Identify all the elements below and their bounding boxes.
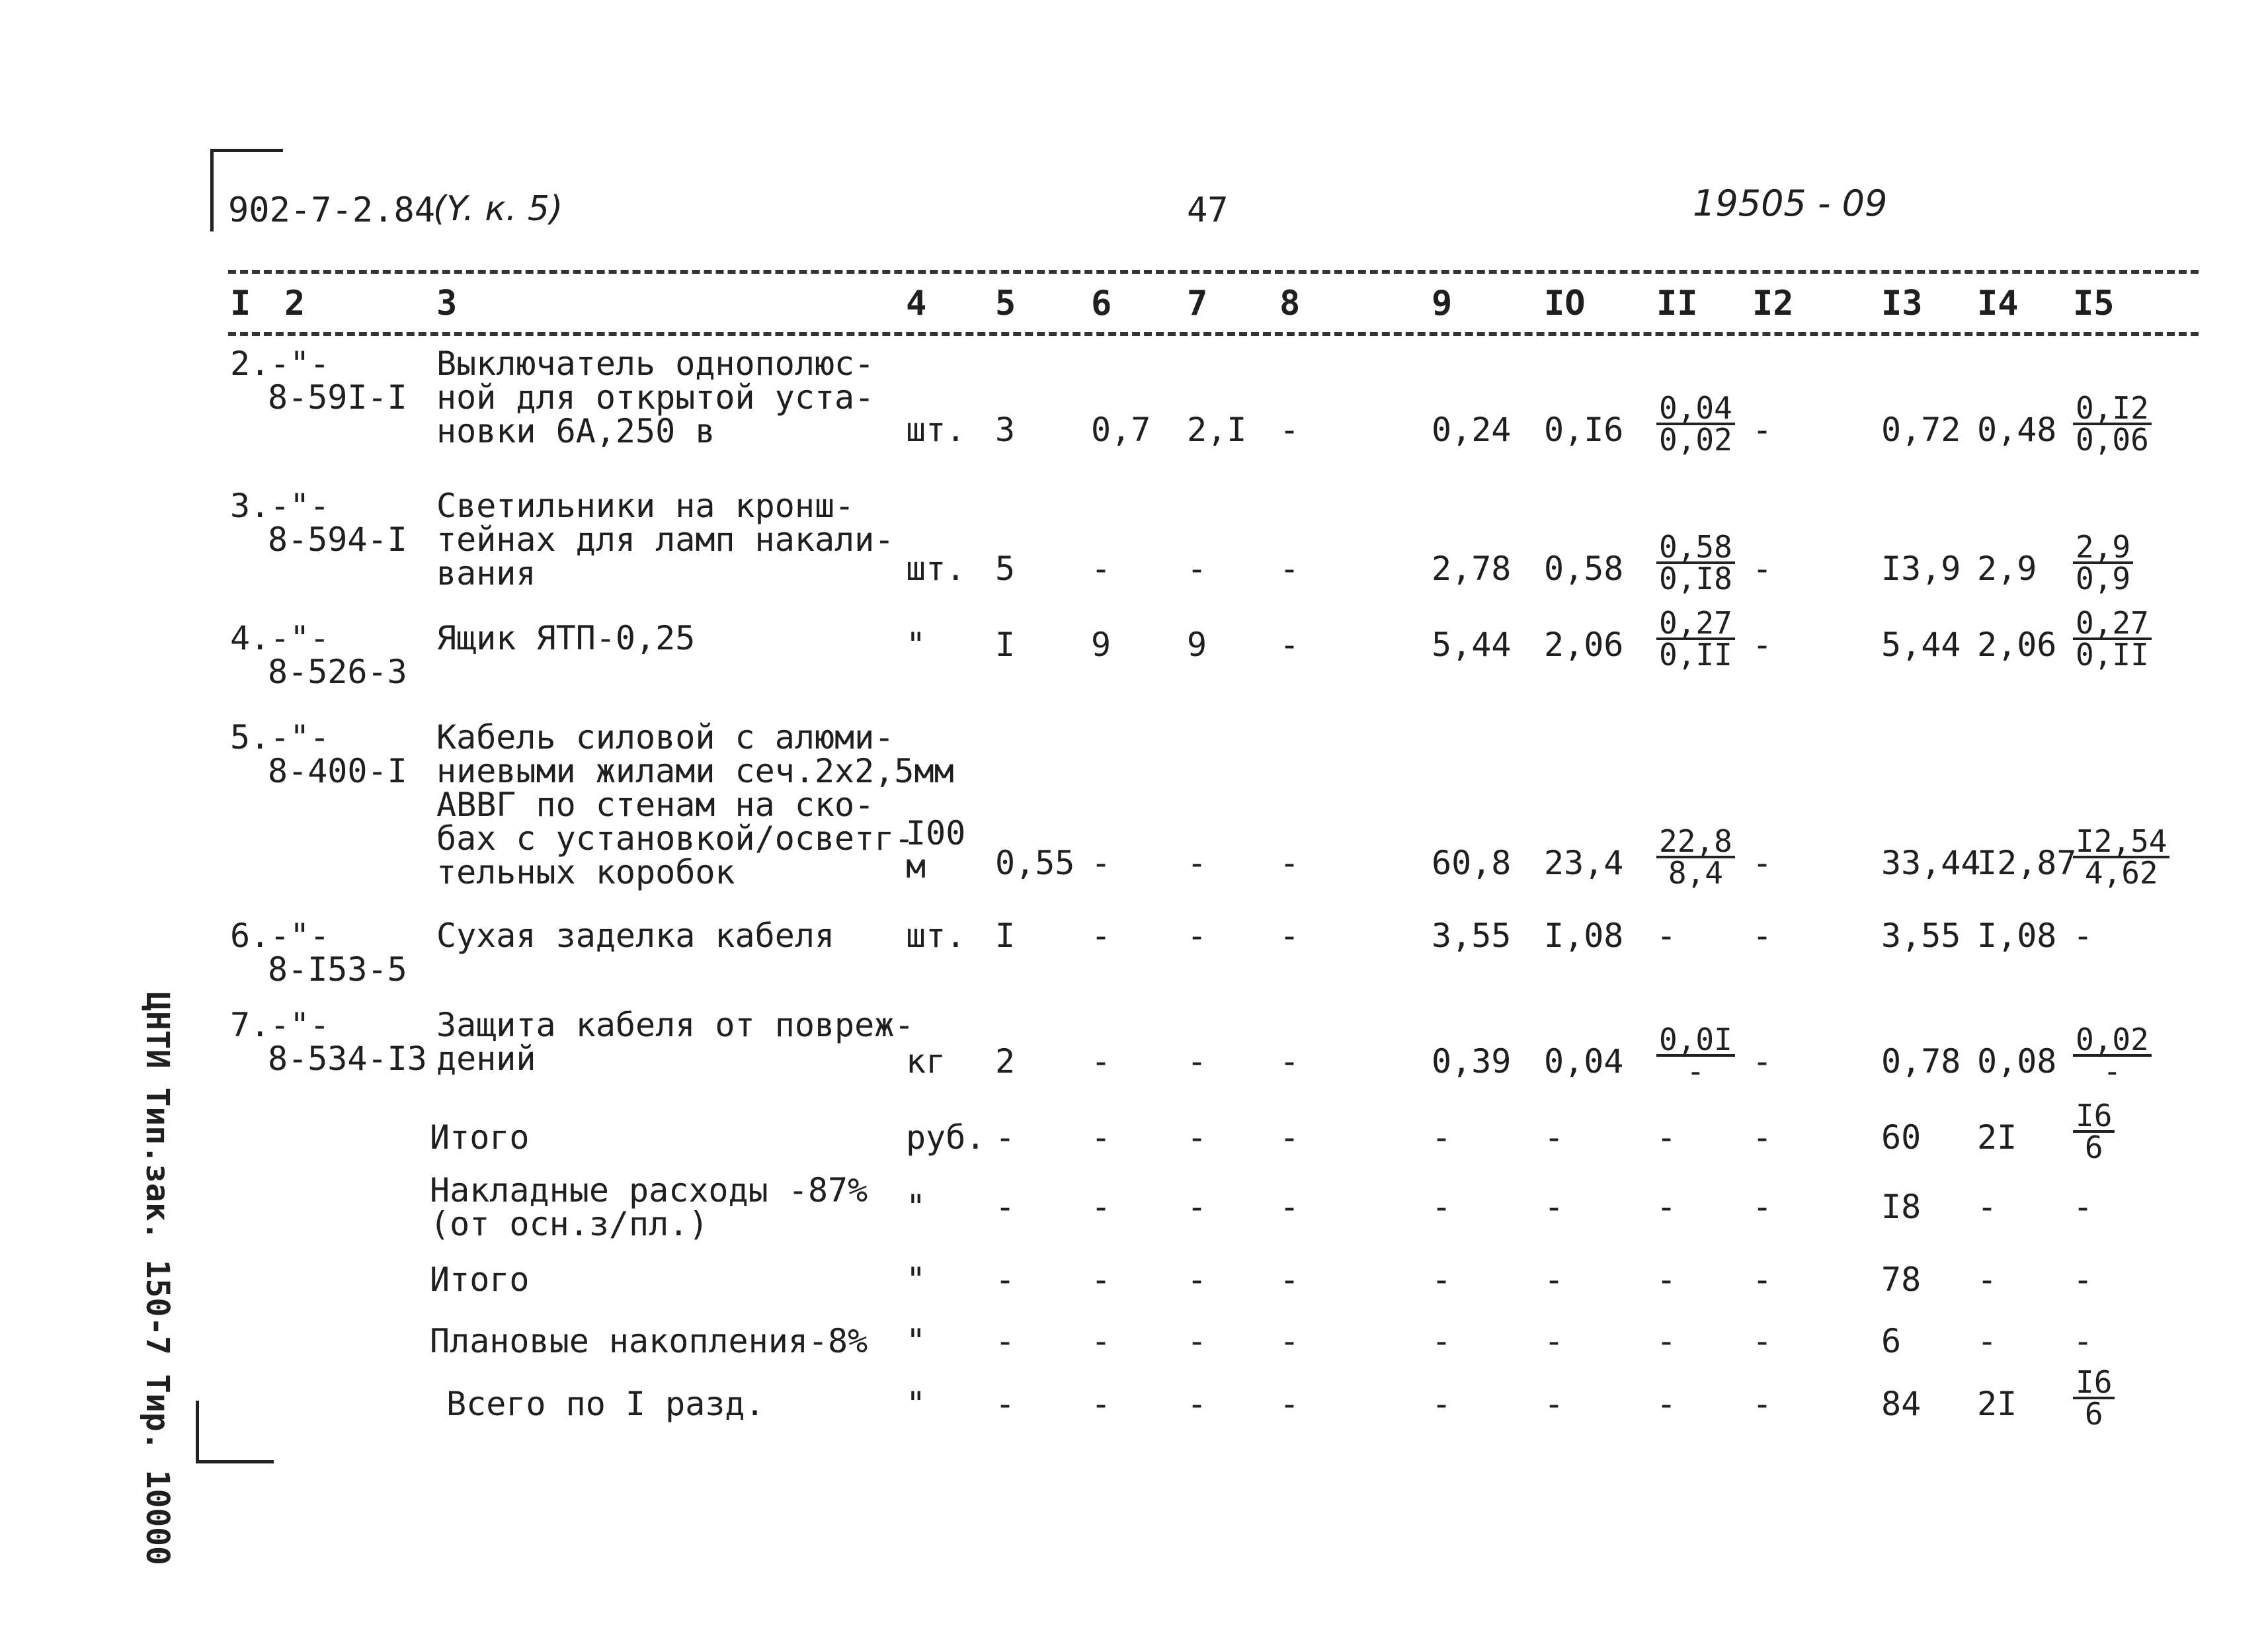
row-code: 8-534-I3 — [268, 1040, 427, 1078]
cell-c7: 2,I — [1187, 411, 1247, 449]
row-unit: I00 — [906, 814, 966, 852]
cell-c11: - — [1656, 917, 1677, 955]
cell-c8: - — [1279, 1042, 1300, 1081]
total-dash: - — [1544, 1188, 1564, 1226]
total-c14: - — [1977, 1260, 1998, 1299]
cell-c15-denominator: 0,06 — [2076, 422, 2149, 458]
total-dash: - — [995, 1260, 1016, 1299]
cell-c12: - — [1752, 917, 1773, 955]
row-code: 8-526-3 — [268, 653, 407, 691]
cell-c8: - — [1279, 626, 1300, 664]
row-description-line: ной для открытой уста- — [436, 378, 875, 417]
cell-c15-denominator: 0,9 — [2076, 561, 2131, 596]
cell-c15: - — [2073, 917, 2093, 955]
cell-c9: 5,44 — [1432, 626, 1512, 664]
total-label: Итого — [430, 1118, 530, 1157]
total-label: Итого — [430, 1260, 530, 1299]
cell-c9: 60,8 — [1432, 844, 1512, 882]
column-header-6: 6 — [1091, 284, 1112, 323]
cell-c11-denominator: 0,02 — [1659, 422, 1732, 458]
cell-c11-numerator: 0,27 — [1656, 608, 1735, 640]
cell-c15-numerator: I2,54 — [2073, 827, 2169, 858]
cell-c13: 3,55 — [1881, 917, 1961, 955]
row-code: 8-I53-5 — [268, 950, 407, 989]
cell-c11-denominator: - — [1686, 1053, 1705, 1089]
total-dash: - — [1091, 1188, 1112, 1226]
cell-c6: - — [1091, 550, 1112, 588]
cell-c7: - — [1187, 917, 1207, 955]
row-unit-line2: м — [906, 847, 926, 885]
total-dash: - — [1432, 1118, 1452, 1157]
column-header-2: 2 — [284, 284, 305, 323]
row-description-line: Ящик ЯТП-0,25 — [436, 619, 696, 657]
cell-c15-denominator: 0,II — [2076, 637, 2149, 673]
column-header-12: I2 — [1752, 284, 1794, 323]
cell-c10: 0,58 — [1544, 550, 1624, 588]
total-dash: - — [1279, 1322, 1300, 1360]
total-dash: - — [1752, 1385, 1773, 1423]
total-dash: - — [1279, 1188, 1300, 1226]
total-dash: - — [1656, 1385, 1677, 1423]
row-description-line: АВВГ по стенам на ско- — [436, 786, 875, 824]
total-c15-numerator: I6 — [2073, 1368, 2115, 1399]
total-c14: 2I — [1977, 1385, 2017, 1423]
total-dash: - — [1187, 1118, 1207, 1157]
cell-c5: 0,55 — [995, 844, 1075, 882]
total-dash: - — [1187, 1260, 1207, 1299]
cell-c14: I,08 — [1977, 917, 2057, 955]
cell-c11-numerator: 0,0I — [1656, 1025, 1735, 1057]
total-dash: - — [1279, 1385, 1300, 1423]
column-header-5: 5 — [995, 284, 1016, 323]
total-dash: - — [1656, 1322, 1677, 1360]
cell-c9: 3,55 — [1432, 917, 1512, 955]
total-dash: - — [1544, 1322, 1564, 1360]
corner-mark-bottom-left-vertical — [196, 1401, 199, 1463]
cell-c10: 0,04 — [1544, 1042, 1624, 1081]
cell-c14: 2,06 — [1977, 626, 2057, 664]
cell-c9: 2,78 — [1432, 550, 1512, 588]
cell-c8: - — [1279, 917, 1300, 955]
cell-c15-denominator: - — [2103, 1053, 2122, 1089]
total-unit: " — [906, 1322, 926, 1360]
cell-c13: I3,9 — [1881, 550, 1961, 588]
table-header-rule — [228, 332, 2199, 336]
cell-c9: 0,24 — [1432, 411, 1512, 449]
cell-c12: - — [1752, 550, 1773, 588]
row-number: 7.-"- — [230, 1006, 330, 1044]
total-c15-denominator: 6 — [2084, 1396, 2103, 1432]
row-description-line: Кабель силовой с алюми- — [436, 718, 895, 757]
row-code: 8-400-I — [268, 752, 407, 790]
total-dash: - — [1544, 1385, 1564, 1423]
row-unit: шт. — [906, 411, 966, 449]
row-description-line: Защита кабеля от повреж- — [436, 1006, 914, 1044]
cell-c11-numerator: 22,8 — [1656, 827, 1735, 858]
row-number: 4.-"- — [230, 619, 330, 657]
cell-c15-numerator: 0,02 — [2073, 1025, 2152, 1057]
side-print-info: ЦНТИ Тип.зак. 150-7 Тир. 10000 — [139, 992, 176, 1565]
cell-c15-denominator: 4,62 — [2084, 855, 2158, 891]
corner-mark-top-left-vertical — [210, 149, 214, 231]
total-c15: - — [2073, 1322, 2093, 1360]
row-description-line: бах с установкой/осветг- — [436, 819, 914, 858]
column-header-14: I4 — [1977, 284, 2019, 323]
cell-c6: 9 — [1091, 626, 1112, 664]
cell-c11-denominator: 0,I8 — [1659, 561, 1732, 596]
row-description-line: ниевыми жилами сеч.2х2,5мм — [436, 752, 954, 790]
cell-c6: 0,7 — [1091, 411, 1151, 449]
cell-c7: - — [1187, 1042, 1207, 1081]
total-c13: 84 — [1881, 1385, 1922, 1423]
total-dash: - — [1656, 1118, 1677, 1157]
row-description-line: тельных коробок — [436, 853, 735, 891]
cell-c5: 3 — [995, 411, 1016, 449]
cell-c15-numerator: 0,I2 — [2073, 393, 2152, 425]
cell-c6: - — [1091, 1042, 1112, 1081]
cell-c7: 9 — [1187, 626, 1207, 664]
cell-c8: - — [1279, 411, 1300, 449]
cell-c6: - — [1091, 917, 1112, 955]
total-dash: - — [1279, 1118, 1300, 1157]
total-unit: руб. — [906, 1118, 986, 1157]
cell-c5: 2 — [995, 1042, 1016, 1081]
cell-c12: - — [1752, 844, 1773, 882]
row-description-line: тейнах для ламп накали- — [436, 520, 895, 559]
cell-c15 — [2073, 390, 2152, 458]
column-header-10: IO — [1544, 284, 1586, 323]
cell-c8: - — [1279, 844, 1300, 882]
total-dash: - — [995, 1118, 1016, 1157]
total-unit: " — [906, 1385, 926, 1423]
cell-c15-numerator: 2,9 — [2073, 532, 2133, 564]
total-unit: " — [906, 1260, 926, 1299]
total-label: Плановые накопления-8% — [430, 1322, 868, 1360]
total-c15-numerator: I6 — [2073, 1101, 2115, 1133]
total-c15 — [2073, 1364, 2115, 1432]
cell-c12: - — [1752, 1042, 1773, 1081]
cell-c5: 5 — [995, 550, 1016, 588]
total-dash: - — [1752, 1118, 1773, 1157]
total-dash: - — [1187, 1385, 1207, 1423]
total-c15: - — [2073, 1188, 2093, 1226]
total-dash: - — [1091, 1118, 1112, 1157]
total-dash: - — [1091, 1260, 1112, 1299]
stamp-number: 19505 - 09 — [1693, 183, 1888, 224]
cell-c11-numerator: 0,58 — [1656, 532, 1735, 564]
column-header-8: 8 — [1279, 284, 1301, 323]
row-description-line: Сухая заделка кабеля — [436, 917, 835, 955]
total-dash: - — [1752, 1322, 1773, 1360]
cell-c10: 23,4 — [1544, 844, 1624, 882]
total-dash: - — [1544, 1118, 1564, 1157]
page-number: 47 — [1187, 190, 1229, 230]
cell-c5: I — [995, 626, 1016, 664]
total-dash: - — [1187, 1322, 1207, 1360]
total-dash: - — [1432, 1188, 1452, 1226]
row-unit: " — [906, 626, 926, 664]
row-number: 5.-"- — [230, 718, 330, 757]
total-dash: - — [1091, 1322, 1112, 1360]
total-dash: - — [1544, 1260, 1564, 1299]
cell-c11 — [1656, 823, 1735, 891]
cell-c14: 0,48 — [1977, 411, 2057, 449]
cell-c8: - — [1279, 550, 1300, 588]
cell-c11 — [1656, 1022, 1735, 1089]
row-description-line: вания — [436, 554, 536, 593]
total-c13: 78 — [1881, 1260, 1922, 1299]
total-label: Накладные расходы -87% — [430, 1171, 868, 1210]
row-number: 2.-"- — [230, 345, 330, 383]
cell-c12: - — [1752, 411, 1773, 449]
row-number: 6.-"- — [230, 917, 330, 955]
total-c15 — [2073, 1098, 2115, 1165]
document-code: 902-7-2.84 — [228, 190, 436, 230]
total-c13: 60 — [1881, 1118, 1922, 1157]
total-dash: - — [995, 1385, 1016, 1423]
total-c14: 2I — [1977, 1118, 2017, 1157]
total-unit: " — [906, 1188, 926, 1226]
cell-c11-numerator: 0,04 — [1656, 393, 1735, 425]
total-dash: - — [995, 1322, 1016, 1360]
cell-c10: I,08 — [1544, 917, 1624, 955]
total-c15: - — [2073, 1260, 2093, 1299]
cell-c11-denominator: 8,4 — [1668, 855, 1723, 891]
total-dash: - — [995, 1188, 1016, 1226]
cell-c11-denominator: 0,II — [1659, 637, 1732, 673]
column-header-11: II — [1656, 284, 1698, 323]
cell-c7: - — [1187, 844, 1207, 882]
corner-mark-top-left — [210, 149, 283, 152]
cell-c11 — [1656, 390, 1735, 458]
column-header-3: 3 — [436, 284, 458, 323]
row-description-line: Выключатель однополюс- — [436, 345, 875, 383]
total-dash: - — [1091, 1385, 1112, 1423]
cell-c12: - — [1752, 626, 1773, 664]
total-label: Всего по I разд. — [446, 1385, 765, 1423]
cell-c10: 2,06 — [1544, 626, 1624, 664]
total-dash: - — [1656, 1188, 1677, 1226]
document-note: (Y. к. 5) — [433, 189, 563, 229]
cell-c11 — [1656, 529, 1735, 596]
cell-c6: - — [1091, 844, 1112, 882]
row-description-line: новки 6А,250 в — [436, 412, 715, 450]
total-c13: I8 — [1881, 1188, 1922, 1226]
row-code: 8-594-I — [268, 520, 407, 559]
total-dash: - — [1656, 1260, 1677, 1299]
row-description-line: дений — [436, 1040, 536, 1078]
row-unit: шт. — [906, 550, 966, 588]
total-dash: - — [1432, 1260, 1452, 1299]
cell-c14: 0,08 — [1977, 1042, 2057, 1081]
column-header-1: I — [230, 284, 251, 323]
column-header-15: I5 — [2073, 284, 2115, 323]
table-top-rule — [228, 270, 2199, 274]
total-dash: - — [1279, 1260, 1300, 1299]
total-dash: - — [1432, 1385, 1452, 1423]
cell-c15 — [2073, 605, 2152, 673]
cell-c10: 0,I6 — [1544, 411, 1624, 449]
total-c14: - — [1977, 1322, 1998, 1360]
total-dash: - — [1752, 1188, 1773, 1226]
cell-c13: 33,44 — [1881, 844, 1981, 882]
total-dash: - — [1187, 1188, 1207, 1226]
cell-c15 — [2073, 529, 2133, 596]
cell-c14: 2,9 — [1977, 550, 2037, 588]
column-header-9: 9 — [1432, 284, 1453, 323]
column-header-7: 7 — [1187, 284, 1208, 323]
row-unit: шт. — [906, 917, 966, 955]
total-dash: - — [1432, 1322, 1452, 1360]
cell-c5: I — [995, 917, 1016, 955]
cell-c13: 5,44 — [1881, 626, 1961, 664]
cell-c15-numerator: 0,27 — [2073, 608, 2152, 640]
cell-c14: I2,87 — [1977, 844, 2077, 882]
cell-c13: 0,72 — [1881, 411, 1961, 449]
cell-c13: 0,78 — [1881, 1042, 1961, 1081]
cell-c11 — [1656, 605, 1735, 673]
column-header-13: I3 — [1881, 284, 1923, 323]
column-header-4: 4 — [906, 284, 927, 323]
row-description-line: Светильники на кронш- — [436, 487, 855, 525]
cell-c15 — [2073, 823, 2169, 891]
total-dash: - — [1752, 1260, 1773, 1299]
total-c15-denominator: 6 — [2084, 1129, 2103, 1165]
cell-c15 — [2073, 1022, 2152, 1089]
cell-c9: 0,39 — [1432, 1042, 1512, 1081]
total-label: (от осн.з/пл.) — [430, 1205, 709, 1243]
total-c14: - — [1977, 1188, 1998, 1226]
row-unit: кг — [906, 1042, 946, 1081]
row-code: 8-59I-I — [268, 378, 407, 417]
cell-c7: - — [1187, 550, 1207, 588]
row-number: 3.-"- — [230, 487, 330, 525]
corner-mark-bottom-left — [196, 1460, 274, 1463]
total-c13: 6 — [1881, 1322, 1902, 1360]
